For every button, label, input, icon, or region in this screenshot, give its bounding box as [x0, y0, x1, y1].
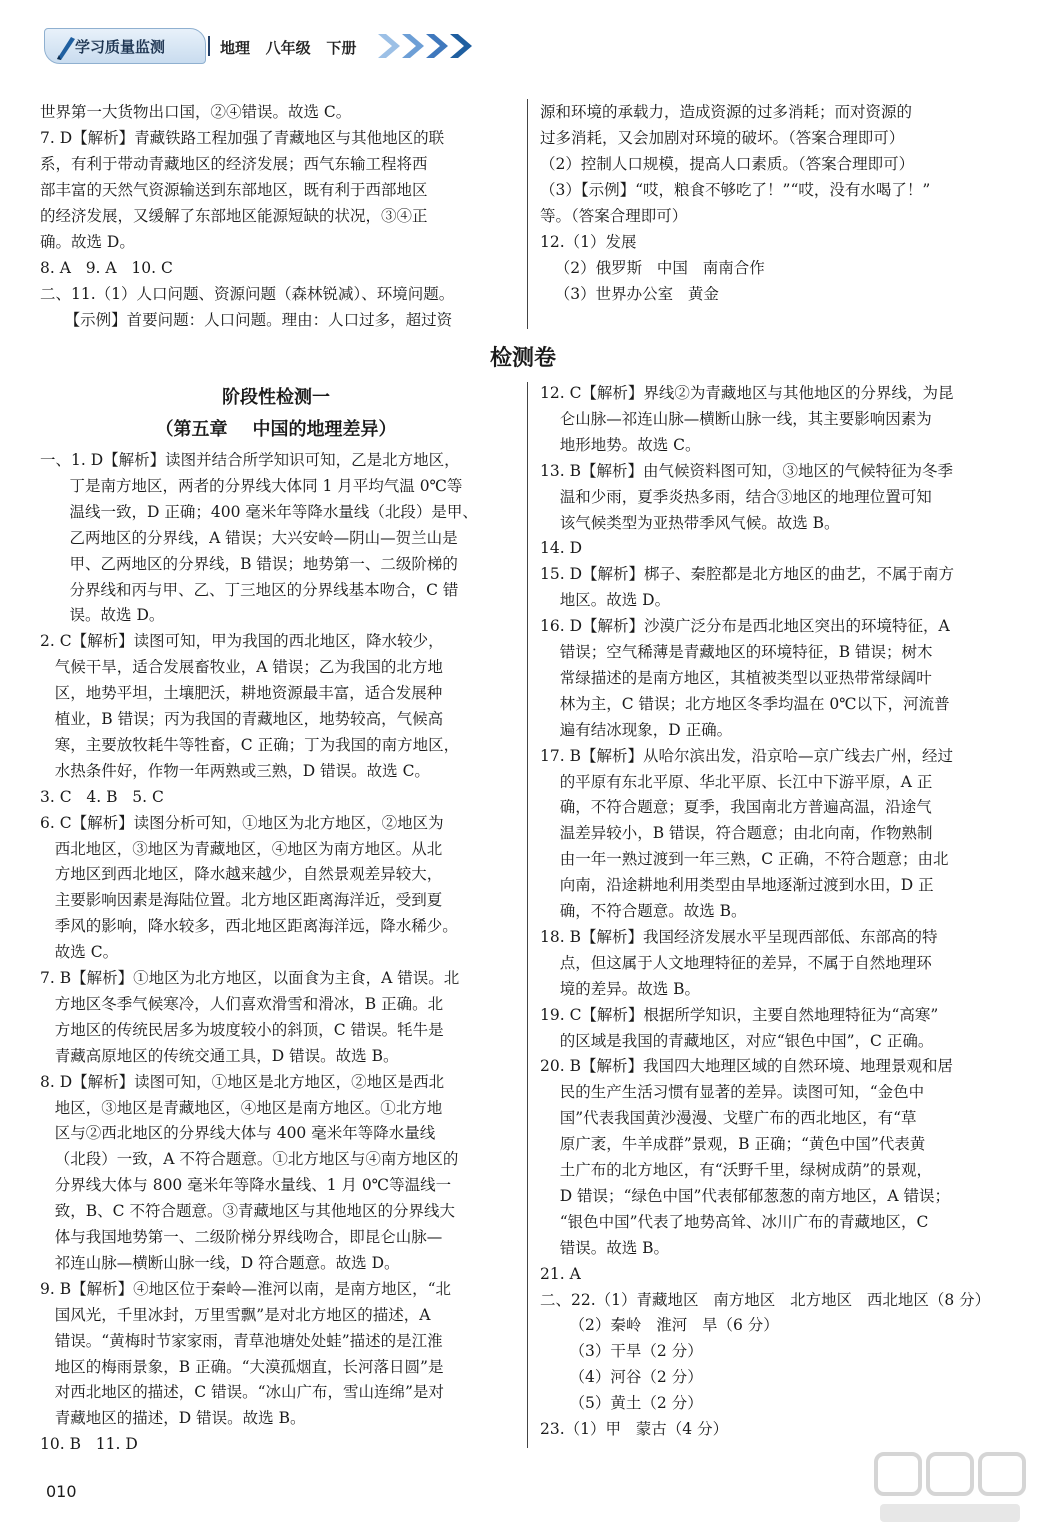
left-column-line: 3. C 4. B 5. C	[40, 787, 164, 806]
top-column-divider	[527, 99, 528, 329]
right-column-line: 地形地势。故选 C。	[540, 435, 701, 454]
left-column-line: 10. B 11. D	[40, 1435, 138, 1454]
left-column-line: 青藏地区的描述，D 错误。故选 B。	[40, 1409, 306, 1428]
top-right-line: （2）俄罗斯 中国 南南合作	[540, 259, 765, 277]
top-right-line: （2）控制人口规模，提高人口素质。（答案合理即可）	[540, 155, 915, 173]
top-right-line: （3）【示例】“哎，粮食不够吃了！”“哎，没有水喝了！”	[540, 181, 931, 199]
top-left-line: 确。故选 D。	[40, 233, 135, 251]
left-column-line: 方地区冬季气候寒冷，人们喜欢滑雪和滑冰，B 正确。北	[40, 994, 444, 1013]
top-right-line: （3）世界办公室 黄金	[540, 285, 719, 303]
right-column-line: 的区域是我国的青藏地区，对应“银色中国”，C 正确。	[540, 1031, 934, 1050]
right-column-line: （2）秦岭 淮河 旱（6 分）	[540, 1316, 779, 1335]
right-column-line: 12. C【解析】界线②为青藏地区与其他地区的分界线，为昆	[540, 384, 954, 402]
right-column-line: 错误。故选 B。	[540, 1238, 670, 1257]
left-column-line: 误。故选 D。	[40, 606, 165, 625]
left-column-line: 方地区到西北地区，降水越来越少，自然景观差异较大，	[40, 865, 443, 884]
left-column-line: 寒，主要放牧耗牛等牲畜，C 正确；丁为我国的南方地区，	[40, 735, 460, 754]
right-column-line: （4）河谷（2 分）	[540, 1368, 703, 1387]
top-right-line: 源和环境的承载力，造成资源的过多消耗；而对资源的	[540, 103, 913, 121]
left-column-line: 2. C【解析】读图可知，甲为我国的西北地区，降水较少，	[40, 632, 444, 651]
section-title: 检测卷	[489, 346, 556, 371]
right-column-line: 林为主，C 错误；北方地区冬季均温在 0℃以下，河流普	[540, 694, 950, 713]
right-column-line: 错误；空气稀薄是青藏地区的环境特征，B 错误；树木	[540, 643, 933, 661]
top-right-line: 等。（答案合理即可）	[540, 207, 688, 225]
left-column-line: 季风的影响，降水较多，西北地区距离海洋远，降水稀少。	[40, 917, 458, 936]
left-column-line: 植业，B 错误；丙为我国的青藏地区，地势较高，气候高	[40, 710, 444, 728]
left-column-line: 主要影响因素是海陆位置。北方地区距离海洋近，受到夏	[40, 891, 443, 910]
left-column-line: 乙两地区的分界线，A 错误；大兴安岭—阴山—贺兰山是	[40, 528, 458, 547]
left-column-line: 分界线大体与 800 毫米年等降水量线、1 月 0℃等温线一	[40, 1176, 452, 1195]
right-column-line: 土广布的北方地区，有“沃野千里，绿树成荫”的景观，	[540, 1161, 933, 1179]
left-column-line: 甲、乙两地区的分界线，B 错误；地势第一、二级阶梯的	[40, 554, 458, 573]
header-separator	[208, 36, 210, 56]
right-column-line: 遍有结冰现象，D 正确。	[540, 720, 733, 739]
left-column-line: 区，地势平坦，土壤肥沃，耕地资源最丰富，适合发展种	[40, 684, 443, 703]
left-column-line: 气候干旱，适合发展畜牧业，A 错误；乙为我国的北方地	[40, 658, 443, 677]
left-column-line: 7. B【解析】①地区为北方地区，以面食为主食，A 错误。北	[40, 969, 460, 987]
right-column-line: 18. B【解析】我国经济发展水平呈现西部低、东部高的特	[540, 927, 938, 946]
header-subject: 地理 八年级 下册	[220, 39, 357, 57]
left-column-line: 方地区的传统民居多为坡度较小的斜顶，C 错误。牦牛是	[40, 1020, 444, 1039]
right-column-line: 民的生产生活习惯有显著的差异。读图可知，“金色中	[540, 1083, 925, 1102]
left-column-line: 体与我国地势第一、二级阶梯分界线吻合，即昆仑山脉—	[40, 1228, 443, 1246]
right-column-line: （3）干旱（2 分）	[540, 1342, 703, 1361]
left-column-line: 对西北地区的描述，C 错误。“冰山广布，雪山连绵”是对	[40, 1383, 444, 1402]
right-column-line: “银色中国”代表了地势高耸、冰川广布的青藏地区，C	[540, 1212, 929, 1231]
left-column-line: 故选 C。	[40, 943, 119, 962]
top-right-line: 过多消耗，又会加剧对环境的破坏。（答案合理即可）	[540, 129, 905, 147]
top-right-line: 12.（1）发展	[540, 233, 637, 251]
right-column-line: D 错误；“绿色中国”代表郁郁葱葱的南方地区，A 错误；	[540, 1186, 951, 1205]
left-column-line: 青藏高原地区的传统交通工具，D 错误。故选 B。	[40, 1046, 399, 1065]
right-column-line: 地区。故选 D。	[540, 591, 671, 610]
left-column-line: 水热条件好，作物一年两熟或三熟，D 错误。故选 C。	[40, 761, 430, 780]
left-column-line: 地区的梅雨景象，B 正确。“大漠孤烟直，长河落日圆”是	[40, 1357, 444, 1376]
right-column-line: 国”代表我国黄沙漫漫、戈壁广布的西北地区，有“草	[540, 1109, 917, 1128]
top-left-line: 8. A 9. A 10. C	[40, 259, 173, 277]
left-column-line: 8. D【解析】读图可知，①地区是北方地区，②地区是西北	[40, 1072, 445, 1091]
header-badge	[44, 28, 206, 64]
page-header	[44, 28, 464, 64]
left-column-line: （北段）一致，A 不符合题意。①北方地区与④南方地区的	[40, 1150, 459, 1169]
right-column-line: 21. A	[540, 1264, 581, 1283]
left-column-line: 错误。“黄梅时节家家雨，青草池塘处处蛙”描述的是江淮	[40, 1331, 443, 1350]
left-column-line: 西北地区，③地区为青藏地区，④地区为南方地区。从北	[40, 839, 443, 858]
left-column-line: 致，B、C 不符合题意。③青藏地区与其他地区的分界线大	[40, 1202, 455, 1221]
right-column-line: 常绿描述的是南方地区，其植被类型以亚热带常绿阔叶	[540, 668, 932, 687]
top-left-line: 7. D【解析】青藏铁路工程加强了青藏地区与其他地区的联	[40, 129, 445, 147]
main-column-divider	[527, 382, 528, 1448]
right-column-line: 仑山脉—祁连山脉—横断山脉一线，其主要影响因素为	[540, 409, 932, 428]
right-column-line: 温差异较小，B 错误，符合题意；由北向南，作物熟制	[540, 824, 933, 843]
right-column-line: 17. B【解析】从哈尔滨出发，沿京哈—京广线去广州，经过	[540, 746, 953, 765]
right-column-line: 的平原有东北平原、华北平原、长江中下游平原，A 正	[540, 772, 933, 791]
top-left-line: 部丰富的天然气资源输送到东部地区，既有利于西部地区	[40, 181, 428, 199]
right-column-line: 由一年一熟过渡到一年三熟，C 正确，不符合题意；由北	[540, 850, 949, 869]
right-column-line: 16. D【解析】沙漠广泛分布是西北地区突出的环境特征，A	[540, 617, 950, 636]
right-column-line: 23.（1）甲 蒙古（4 分）	[540, 1420, 729, 1438]
right-column-line: （5）黄土（2 分）	[540, 1394, 703, 1413]
pen-icon	[53, 33, 77, 61]
page-number: 010	[46, 1482, 77, 1501]
right-column-line: 点，但这属于人文地理特征的差异，不属于自然地理环	[540, 953, 932, 972]
left-column-line: 国风光，千里冰封，万里雪飘”是对北方地区的描述，A	[40, 1305, 431, 1324]
right-column-line: 20. B【解析】我国四大地理区域的自然环境、地理景观和居	[540, 1057, 953, 1076]
left-column-line: 温线一致，D 正确；400 毫米年等降水量线（北段）是甲、	[40, 502, 478, 521]
left-column-line: 分界线和丙与甲、乙、丁三地区的分界线基本吻合，C 错	[40, 580, 459, 599]
top-left-line: 的经济发展，又缓解了东部地区能源短缺的状况，③④正	[40, 207, 428, 225]
watermark-logo	[870, 1448, 1030, 1528]
left-column-line: 丁是南方地区，两者的分界线大体同 1 月平均气温 0℃等	[40, 476, 463, 495]
right-column-line: 13. B【解析】由气候资料图可知，③地区的气候特征为冬季	[540, 461, 953, 480]
stage-title: 阶段性检测一	[222, 387, 330, 408]
chevrons-icon	[374, 32, 484, 60]
right-column-line: 温和少雨，夏季炎热多雨，结合③地区的地理位置可知	[540, 487, 932, 506]
header-badge-label: 学习质量监测	[75, 38, 166, 56]
right-column-line: 确，不符合题意；夏季，我国南北方普遍高温，沿途气	[540, 798, 932, 817]
chapter-title: （第五章 中国的地理差异）	[155, 419, 397, 440]
top-left-line: 系，有利于带动青藏地区的经济发展；西气东输工程将西	[40, 155, 428, 173]
top-left-line: 世界第一大货物出口国，②④错误。故选 C。	[40, 103, 352, 121]
right-column-line: 原广袤，牛羊成群”景观，B 正确；“黄色中国”代表黄	[540, 1135, 926, 1154]
right-column-line: 该气候类型为亚热带季风气候。故选 B。	[540, 513, 840, 532]
right-column-line: 二、22.（1）青藏地区 南方地区 北方地区 西北地区（8 分）	[540, 1290, 991, 1309]
left-column-line: 一、1. D【解析】读图并结合所学知识可知，乙是北方地区，	[40, 451, 460, 469]
right-column-line: 14. D	[540, 539, 583, 558]
top-left-line: 【示例】首要问题：人口问题。理由：人口过多，超过资	[40, 311, 453, 329]
right-column-line: 确，不符合题意。故选 B。	[540, 902, 747, 920]
right-column-line: 向南，沿途耕地利用类型由旱地逐渐过渡到水田，D 正	[540, 876, 934, 895]
left-column-line: 区与②西北地区的分界线大体与 400 毫米年等降水量线	[40, 1124, 436, 1143]
right-column-line: 15. D【解析】梆子、秦腔都是北方地区的曲艺，不属于南方	[540, 565, 955, 584]
left-column-line: 祁连山脉—横断山脉一线，D 符合题意。故选 D。	[40, 1253, 400, 1272]
left-column-line: 地区，③地区是青藏地区，④地区是南方地区。①北方地	[40, 1098, 443, 1117]
right-column-line: 19. C【解析】根据所学知识，主要自然地理特征为“高寒”	[540, 1005, 939, 1024]
left-column-line: 6. C【解析】读图分析可知，①地区为北方地区，②地区为	[40, 813, 444, 832]
left-column-line: 9. B【解析】④地区位于秦岭—淮河以南，是南方地区，“北	[40, 1279, 452, 1298]
right-column-line: 境的差异。故选 B。	[540, 979, 701, 998]
top-left-line: 二、11.（1）人口问题、资源问题（森林锐减）、环境问题。	[40, 285, 455, 303]
